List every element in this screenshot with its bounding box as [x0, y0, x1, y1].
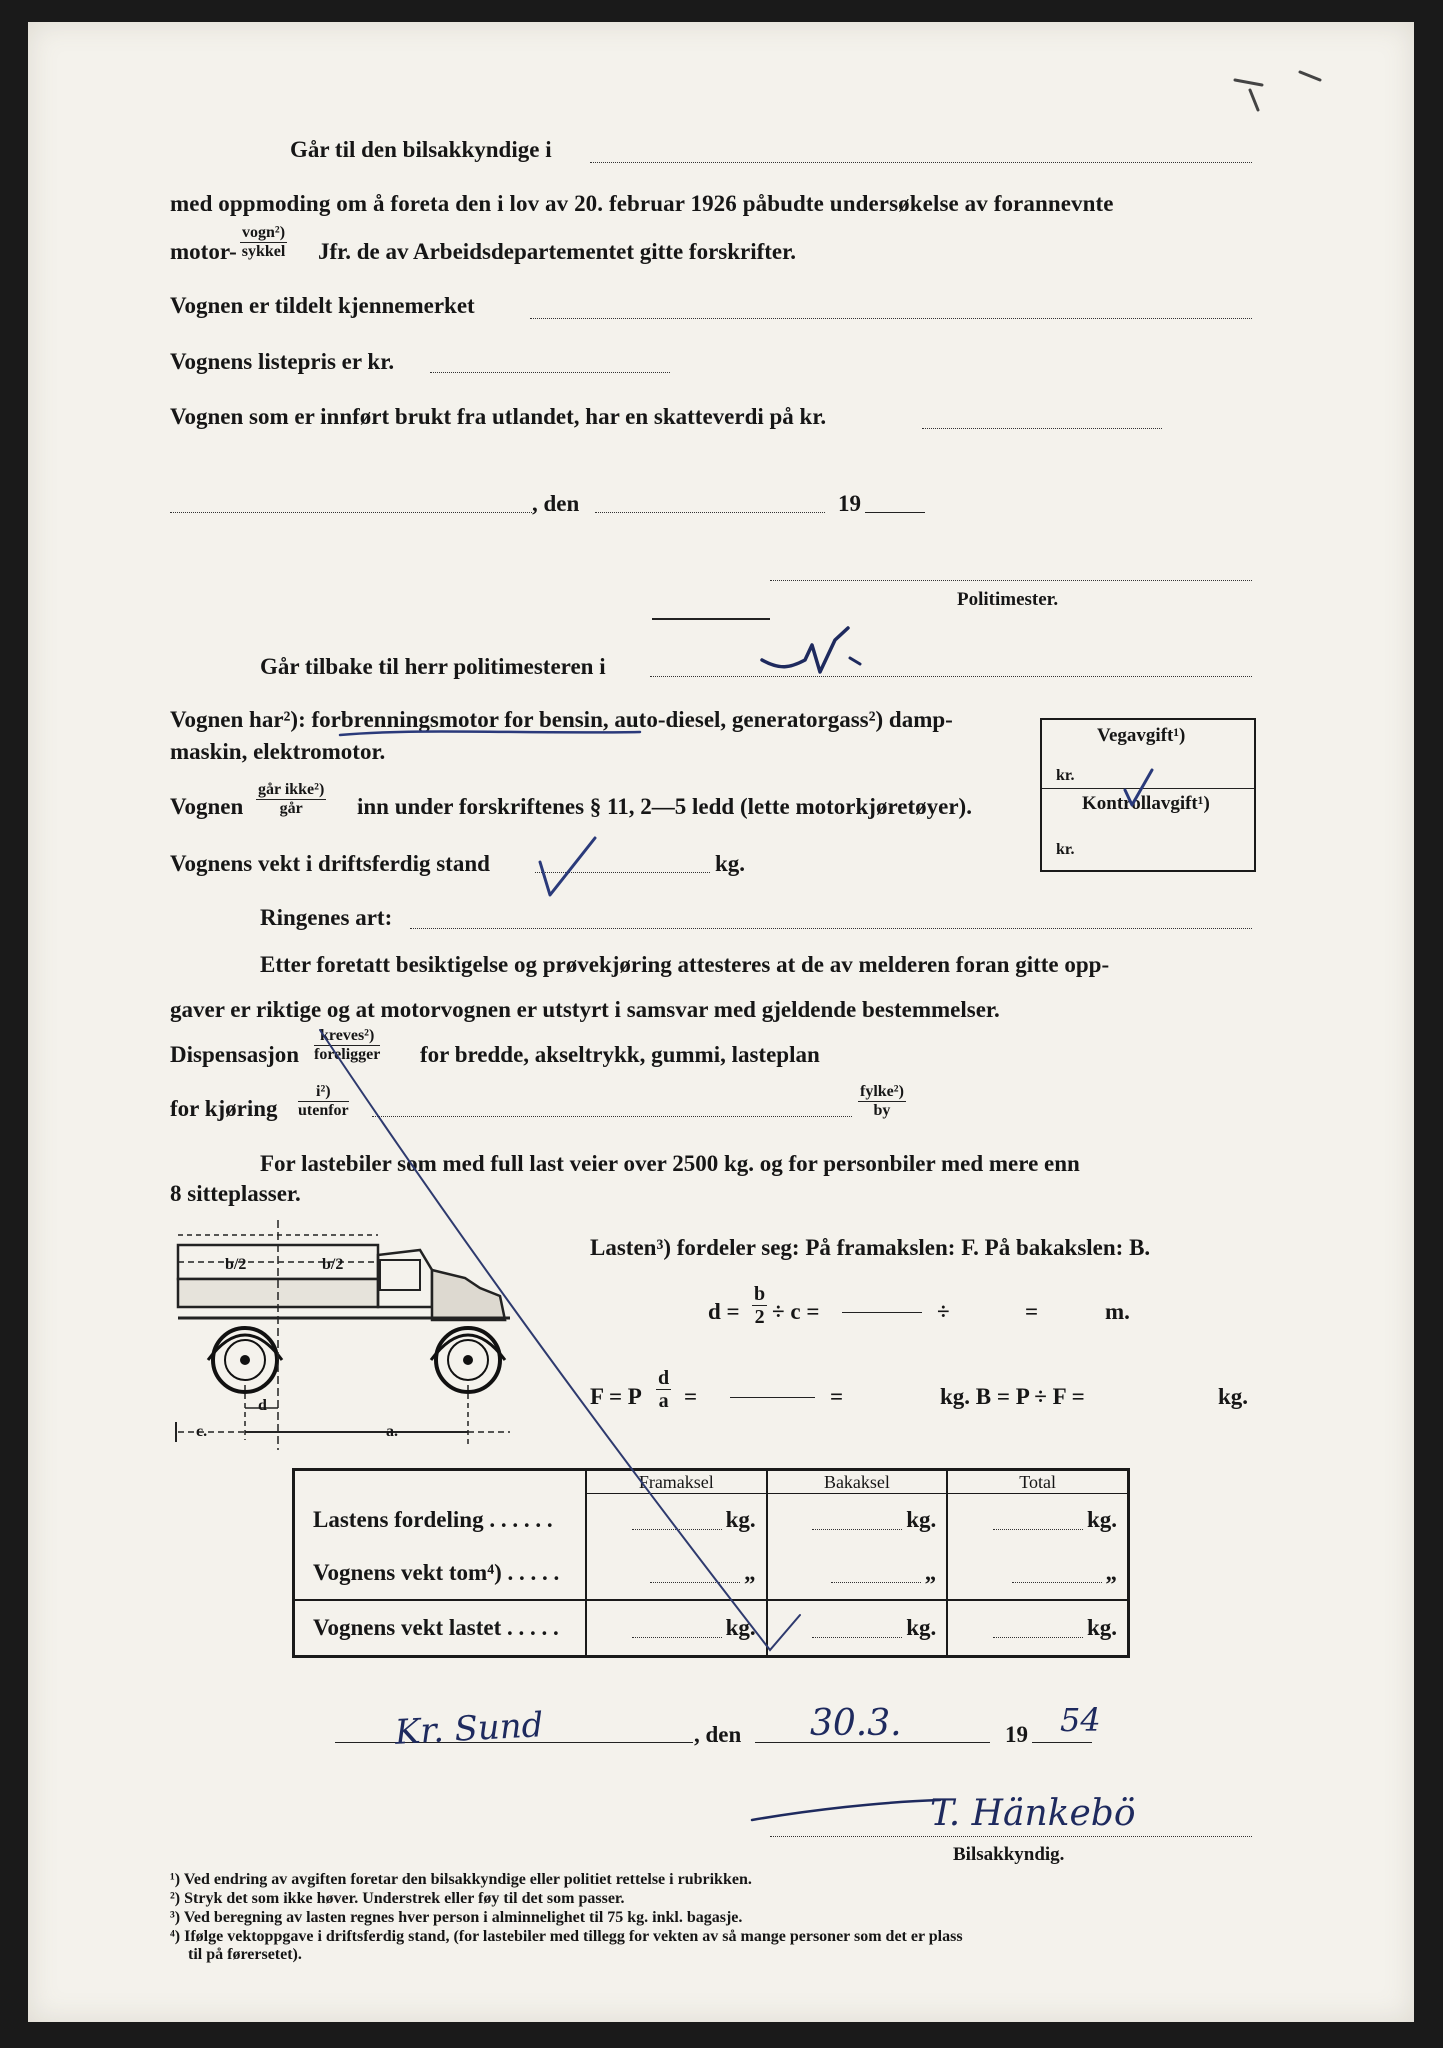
vegavgift-kr: kr.: [1056, 767, 1075, 784]
row-label: Lastens fordeling . . . . . .: [313, 1506, 553, 1532]
handwritten-signature: T. Hänkebö: [930, 1793, 1136, 1834]
footnote-4: ⁴) Ifølge vektoppgave i driftsferdig stand, (for lastebiler med tillegg for vekten av så mange personer som det er plass: [170, 1928, 963, 1945]
year-field-2[interactable]: [1032, 1742, 1092, 1743]
cell-framaksel[interactable]: kg.: [586, 1600, 767, 1657]
drawing-label-c: c.: [196, 1423, 208, 1440]
year-prefix-2: 19: [1005, 1722, 1028, 1747]
label-lasten: Lasten³) fordeler seg: På framakslen: F. På bakakslen: B.: [590, 1235, 1151, 1260]
skatteverdi-field[interactable]: [922, 428, 1162, 429]
disp-fraction: kreves²) foreligger: [314, 1027, 381, 1063]
kjoring-prefix: for kjøring: [170, 1096, 278, 1121]
formula-f-fraction: $\frac{d}{a}$: [658, 1367, 670, 1412]
bilsakkyndige-field[interactable]: [590, 162, 1252, 163]
vekt-unit: kg.: [715, 851, 746, 876]
handwritten-date: 30.3.: [810, 1703, 902, 1744]
table-row: [294, 1600, 1129, 1657]
cell-bakaksel[interactable]: „: [767, 1546, 948, 1600]
label-ringenes: Ringenes art:: [260, 905, 393, 930]
handwritten-year: 54: [1060, 1701, 1101, 1739]
cell-framaksel[interactable]: „: [586, 1546, 767, 1600]
har-line-2: maskin, elektromotor.: [170, 739, 386, 764]
laste-line-1: For lastebiler som med full last veier over 2500 kg. og for personbiler med mere enn: [260, 1151, 1080, 1176]
drawing-label-d: d: [258, 1397, 267, 1414]
cell-total[interactable]: kg.: [947, 1600, 1128, 1657]
label-politimester: Politimester.: [957, 589, 1059, 610]
listepris-field[interactable]: [430, 372, 670, 373]
vegavgift-divider: [1042, 788, 1254, 789]
formula-d-left: d =: [708, 1299, 740, 1324]
cell-bakaksel[interactable]: kg.: [767, 1600, 948, 1657]
cell-total[interactable]: kg.: [947, 1494, 1128, 1547]
formula-f-eq2: =: [830, 1384, 844, 1409]
politimester-signature-line[interactable]: [770, 580, 1252, 581]
vegavgift-box: [1040, 718, 1256, 872]
tilbake-field[interactable]: [650, 676, 1252, 677]
gaar-suffix: inn under forskriftenes § 11, 2—5 ledd (lette motorkjøretøyer).: [357, 794, 972, 819]
footnote-2: ²) Stryk det som ikke høver. Understrek eller føy til det som passer.: [170, 1890, 625, 1907]
kontrollavgift-kr: kr.: [1056, 841, 1075, 858]
formula-f-eq: =: [684, 1384, 698, 1409]
footnote-1: ¹) Ved endring av avgiften foretar den bilsakkyndige eller politiet rettelse i rubrikken.: [170, 1871, 752, 1888]
load-distribution-table: [292, 1468, 1130, 1658]
vekt-field[interactable]: [535, 872, 710, 873]
formula-d-rest: ÷ c =: [772, 1299, 820, 1324]
formula-d-div: ÷: [937, 1299, 950, 1324]
drawing-label-b2-left: b/2: [225, 1256, 247, 1273]
har-line-1: Vognen har²): forbrenningsmotor for bensin, auto-diesel, generatorgass²) damp-: [170, 707, 953, 732]
formula-f-kg2: kg.: [1218, 1384, 1249, 1409]
drawing-label-a: a.: [386, 1423, 398, 1440]
label-kjennemerket: Vognen er tildelt kjennemerket: [170, 293, 475, 318]
table-row: [294, 1494, 1129, 1547]
gaar-prefix: Vognen: [170, 794, 244, 819]
formula-f-kg: kg. B = P ÷ F =: [940, 1384, 1085, 1409]
disp-suffix: for bredde, akseltrykk, gummi, lasteplan: [420, 1042, 820, 1067]
ringenes-field[interactable]: [410, 928, 1252, 929]
label-bilsakkyndig: Bilsakkyndig.: [953, 1844, 1065, 1865]
table-row: [294, 1546, 1129, 1600]
motor-prefix: motor-: [170, 239, 237, 264]
vegavgift-title: Vegavgift¹): [1097, 725, 1186, 746]
header-bakaksel: Bakaksel: [767, 1470, 948, 1494]
motor-suffix: Jfr. de av Arbeidsdepartementet gitte forskrifter.: [318, 239, 796, 264]
attest-line-2: gaver er riktige og at motorvognen er utstyrt i samsvar med gjeldende bestemmelser.: [170, 997, 1000, 1022]
label-tilbake: Går tilbake til herr politimesteren i: [260, 654, 606, 679]
formula-d-m: m.: [1105, 1299, 1130, 1324]
fylke-fraction: fylke²) by: [860, 1083, 904, 1119]
kjoring-fraction: i²) utenfor: [298, 1083, 349, 1119]
line-oppmoding: med oppmoding om å foreta den i lov av 20. februar 1926 påbudte undersøkelse av forannevnte: [170, 191, 1114, 216]
section-divider: [652, 618, 770, 620]
gaar-fraction: går ikke²) går: [258, 781, 325, 817]
bilsakkyndig-signature-line[interactable]: [770, 1836, 1252, 1837]
disp-prefix: Dispensasjon: [170, 1042, 300, 1067]
label-den-1: , den: [532, 491, 580, 516]
row-label: Vognens vekt tom⁴) . . . . .: [313, 1559, 560, 1585]
drawing-label-b2-right: b/2: [322, 1256, 344, 1273]
formula-d-fraction: $\frac{b}{2}$: [754, 1283, 766, 1328]
attest-line-1: Etter foretatt besiktigelse og prøvekjøring attesteres at de av melderen foran gitte opp-: [260, 952, 1110, 977]
line-bilsakkyndige: Går til den bilsakkyndige i: [290, 137, 552, 162]
motor-fraction: vogn²) sykkel: [241, 224, 286, 260]
formula-f-left: F = P: [590, 1384, 642, 1409]
year-field-1[interactable]: [865, 512, 925, 513]
kjoring-field[interactable]: [372, 1116, 852, 1117]
cell-total[interactable]: „: [947, 1546, 1128, 1600]
row-label: Vognens vekt lastet . . . . .: [294, 1600, 587, 1657]
year-prefix-1: 19: [838, 491, 861, 516]
footnote-3: ³) Ved beregning av lasten regnes hver person i alminnelighet til 75 kg. inkl. bagasje.: [170, 1909, 743, 1926]
kjennemerket-field[interactable]: [530, 318, 1252, 319]
formula-d-eq: =: [1025, 1299, 1039, 1324]
formula-f-blank[interactable]: [730, 1397, 815, 1398]
place-field-1[interactable]: [170, 512, 532, 513]
label-den-2: , den: [694, 1722, 742, 1747]
header-total: Total: [947, 1470, 1128, 1494]
footnote-4-cont: til på førersetet).: [188, 1946, 302, 1963]
kontrollavgift-title: Kontrollavgift¹): [1082, 793, 1210, 814]
cell-bakaksel[interactable]: kg.: [767, 1494, 948, 1547]
label-skatteverdi: Vognen som er innført brukt fra utlandet, har en skatteverdi på kr.: [170, 404, 827, 429]
laste-line-2: 8 sitteplasser.: [170, 1181, 301, 1206]
label-listepris: Vognens listepris er kr.: [170, 349, 395, 374]
label-vekt: Vognens vekt i driftsferdig stand: [170, 851, 490, 876]
cell-framaksel[interactable]: kg.: [586, 1494, 767, 1547]
handwritten-place: Kr. Sund: [394, 1705, 545, 1753]
header-framaksel: Framaksel: [586, 1470, 767, 1494]
date-field-1[interactable]: [595, 512, 825, 513]
formula-d-blank-1[interactable]: [842, 1312, 922, 1313]
